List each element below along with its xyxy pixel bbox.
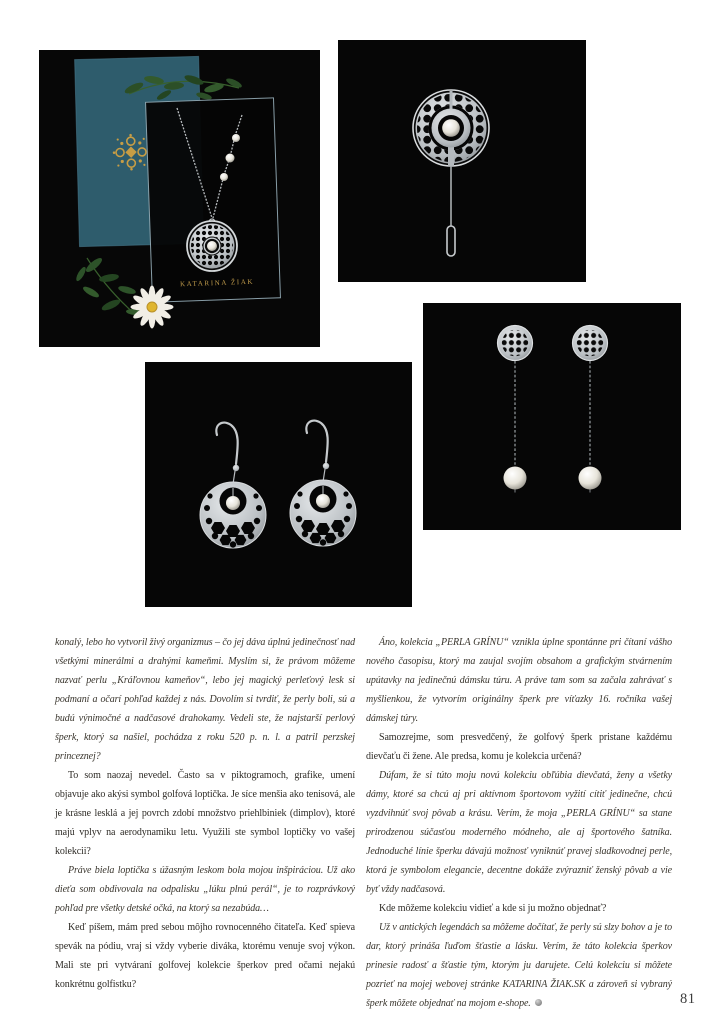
- interview-answer: Dúfam, že si túto moju novú kolekciu obľúbia dievčatá, ženy a všetky dámy, ktoré sa chcú aj pri aktívnom športovom vyžití cítiť jedinečne, chcú vyzdvihnúť svoj pôvab a krásu. Verím, že moja „PERLA GRÍNU“ sa stane prirodzenou súčasťou moderného módneho, ale aj športového šatníka. Jednoduché línie šperku dávajú možnosť vyniknúť pravej sladkovodnej perle, ktorá je symbolom elegancie, decentne dokáže zvýrazniť ženský pôvab a vie byť vždy nadčasová.: [366, 770, 672, 895]
- drop-pearl: [579, 467, 602, 490]
- interview-answer-text: Už v antických legendách sa môžeme dočítať, že perly sú slzy bohov a je to dar, ktorý prináša ľuďom šťastie a lásku. Verím, že táto kolekcia šperkov prinesie radosť a šťastie tým, ktorým ju darujete. Celú kolekciu si môžete pozrieť na mojej webovej stránke KATARINA ŽIAK.SK a zároveň si vybraný šperk môžete objednať na mojom e-shope.: [366, 922, 672, 1009]
- photo-necklace-gift-box: [39, 50, 320, 347]
- interview-question: Kde môžeme kolekciu vidieť a kde si ju možno objednať?: [379, 903, 607, 914]
- photo-brooch-pin: [338, 40, 586, 282]
- interview-question: Samozrejme, som presvedčený, že golfový šperk pristane každému dievčaťu či žene. Ale predsa, komu je kolekcia určená?: [366, 732, 672, 762]
- interview-answer-last: [366, 918, 672, 1013]
- interview-question: To som naozaj nevedel. Často sa v piktogramoch, grafike, umení objavuje ako akýsi symbol golfová loptička. Je síce menšia ako tenisová, ale je krásne lesklá a jej povrch zdobí množstvo priehlbiniek (dimplov), ktoré majú vplyv na aerodynamiku letu. Využili ste symbol loptičky vo vašej kolekcii?: [55, 770, 355, 857]
- photo-drop-earrings: [423, 303, 681, 530]
- article-column-left: [55, 633, 355, 994]
- article-column-right: [366, 633, 672, 1013]
- interview-answer: Práve biela loptička s úžasným leskom bola mojou inšpiráciou. Už ako dieťa som obdivovala na odpalisku „lúku plnú perál“, je to rozprávkový pohľad pre všetky detské očká, na ktorý sa nezabúda…: [55, 865, 355, 914]
- pendant-pearl: [207, 241, 217, 251]
- end-of-article-dot-icon: [535, 999, 542, 1006]
- brooch-pearl: [442, 119, 460, 137]
- interview-question: Keď píšem, mám pred sebou môjho rovnocenného čitateľa. Keď spieva spevák na pódiu, vraj si vždy vyberie diváka, ktorému venuje svoj výkon. Mali ste pri vytváraní golfovej kolekcie šperkov pred očami nejakú konkrétnu golfistku?: [55, 922, 355, 990]
- photo-round-earrings: [145, 362, 412, 607]
- drop-pearl: [504, 467, 527, 490]
- brand-label: KATARINA ŽIAK: [179, 277, 255, 289]
- photo-background: [145, 362, 412, 607]
- photo-background: [423, 303, 681, 530]
- honeycomb-brooch-disc: [413, 90, 489, 166]
- interview-answer: Áno, kolekcia „PERLA GRÍNU“ vznikla úplne spontánne pri čítaní vášho nového časopisu, ktorý ma zaujal svojím obsahom a grafickým stvárnením upútavky na jedinečnú dámsku túru. A práve tam som sa začala zahrávať s myšlienkou, že vytvorím originálny šperk pre víťazky 16. ročníka vašej dámskej túry.: [366, 637, 672, 724]
- interview-answer: konalý, lebo ho vytvoril živý organizmus – čo jej dáva úplnú jedinečnosť nad všetkými minerálmi a drahými kameňmi. Myslím si, že právom môžeme nazvať perlu „Kráľovnou kameňov“, lebo jej magický perleťový lesk si podmaní a očarí pohľad každej z nás. Dovolím si tvrdiť, že perly boli, sú a budú výnimočné a nadčasové drahokamy. Vedeli ste, že najstarší perlový šperk, ktorý sa našiel, pochádza z roku 520 p. n. l. a patril perzskej princeznej?: [55, 637, 355, 762]
- page-number: 81: [680, 991, 696, 1007]
